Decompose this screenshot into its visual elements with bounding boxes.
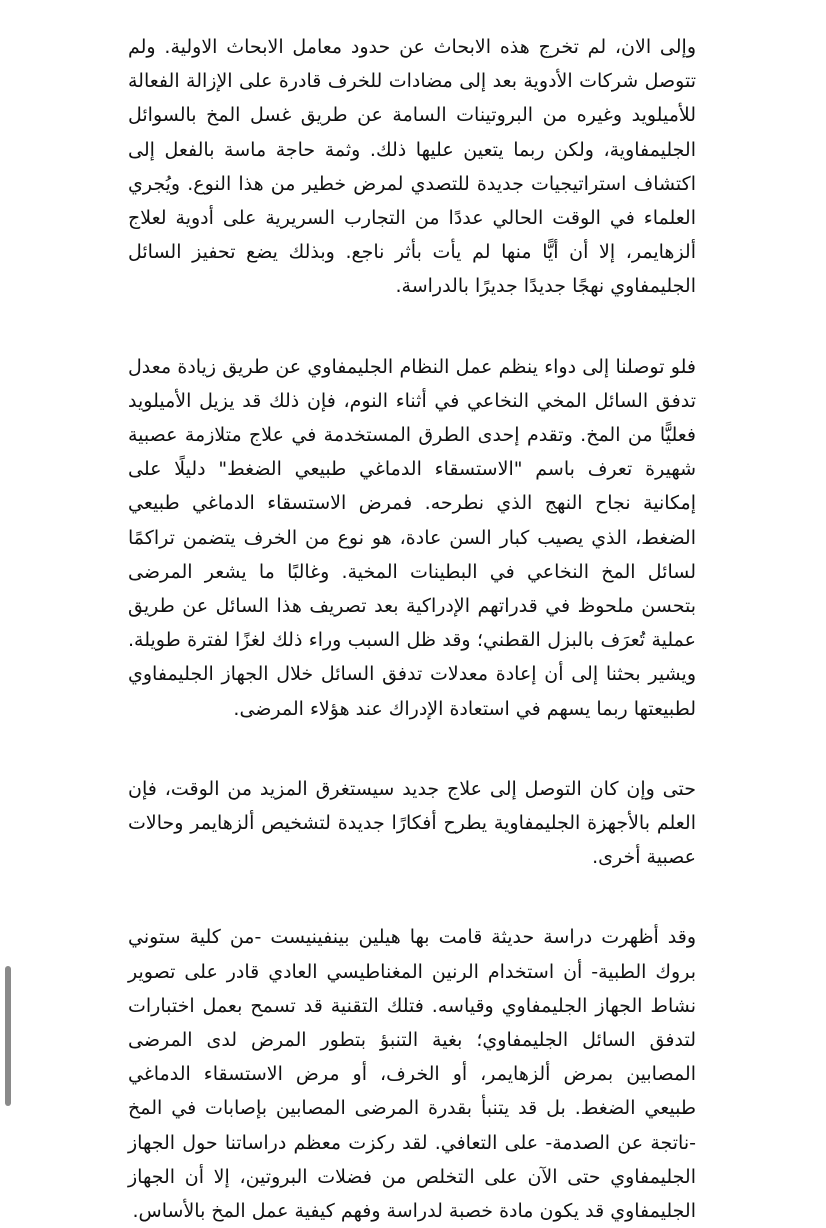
paragraph: حتى وإن كان التوصل إلى علاج جديد سيستغرق المزيد من الوقت، فإن العلم بالأجهزة الجليمفاوية يطرح أفكارًا جديدة لتشخيص ألزهايمر وحالات عصبية أخرى.	[128, 777, 696, 869]
article-body	[128, 30, 696, 1228]
paragraph: فلو توصلنا إلى دواء ينظم عمل النظام الجليمفاوي عن طريق زيادة معدل تدفق السائل المخي النخاعي في أثناء النوم، فإن ذلك قد يزيل الأميلويد فعليًّا من المخ. وتقدم إحدى الطرق المستخدمة في علاج متلازمة عصبية شهيرة تعرف باسم "الاستسقاء الدماغي طبيعي الضغط" دليلًا على إمكانية نجاح النهج الذي نطرحه. فمرض الاستسقاء الدماغي طبيعي الضغط، الذي يصيب كبار السن عادة، هو نوع من الخرف يتضمن تراكمًا لسائل المخ النخاعي في البطينات المخية. وغالبًا ما يشعر المرضى بتحسن ملحوظ في قدراتهم الإدراكية بعد تصريف هذا السائل عن طريق عملية تُعرَف بالبزل القطني؛ وقد ظل السبب وراء ذلك لغزًا لفترة طويلة. ويشير بحثنا إلى أن إعادة معدلات تدفق السائل خلال الجهاز الجليمفاوي لطبيعتها ربما يسهم في استعادة الإدراك عند هؤلاء المرضى.	[128, 355, 696, 720]
paragraph: وقد أظهرت دراسة حديثة قامت بها هيلين بينفينيست -من كلية ستوني بروك الطبية- أن استخدام الرنين المغناطيسي العادي قادر على تصوير نشاط الجهاز الجليمفاوي وقياسه. فتلك التقنية قد تسمح بعمل اختبارات لتدفق السائل الجليمفاوي؛ بغية التنبؤ بتطور المرض لدى المرضى المصابين بمرض ألزهايمر، أو الخرف، أو مرض الاستسقاء الدماغي طبيعي الضغط. بل قد يتنبأ بقدرة المرضى المصابين بإصابات في المخ -ناتجة عن الصدمة- على التعافي. لقد ركزت معظم دراساتنا حول الجهاز الجليمفاوي حتى الآن على التخلص من فضلات البروتين، إلا أن الجهاز الجليمفاوي قد يكون مادة خصبة لدراسة وفهم كيفية عمل المخ بالأساس.	[128, 926, 696, 1223]
scrollbar-thumb[interactable]	[5, 966, 11, 1106]
paragraph: وإلى الان، لم تخرج هذه الابحاث عن حدود معامل الابحاث الاولية. ولم تتوصل شركات الأدوية بعد إلى مضادات للخرف قادرة على الإزالة الفعالة للأميلويد وغيره من البروتينات السامة عن طريق غسل المخ بالسوائل الجليمفاوية، ولكن ربما يتعين عليها ذلك. وثمة حاجة ماسة بالفعل إلى اكتشاف استراتيجيات جديدة للتصدي لمرض خطير من هذا النوع. ويُجري العلماء في الوقت الحالي عددًا من التجارب السريرية على أدوية لعلاج ألزهايمر، إلا أن أيًّا منها لم يأت بأثر ناجع. وبذلك يضع تحفيز السائل الجليمفاوي نهجًا جديدًا جديرًا بالدراسة.	[128, 36, 696, 298]
